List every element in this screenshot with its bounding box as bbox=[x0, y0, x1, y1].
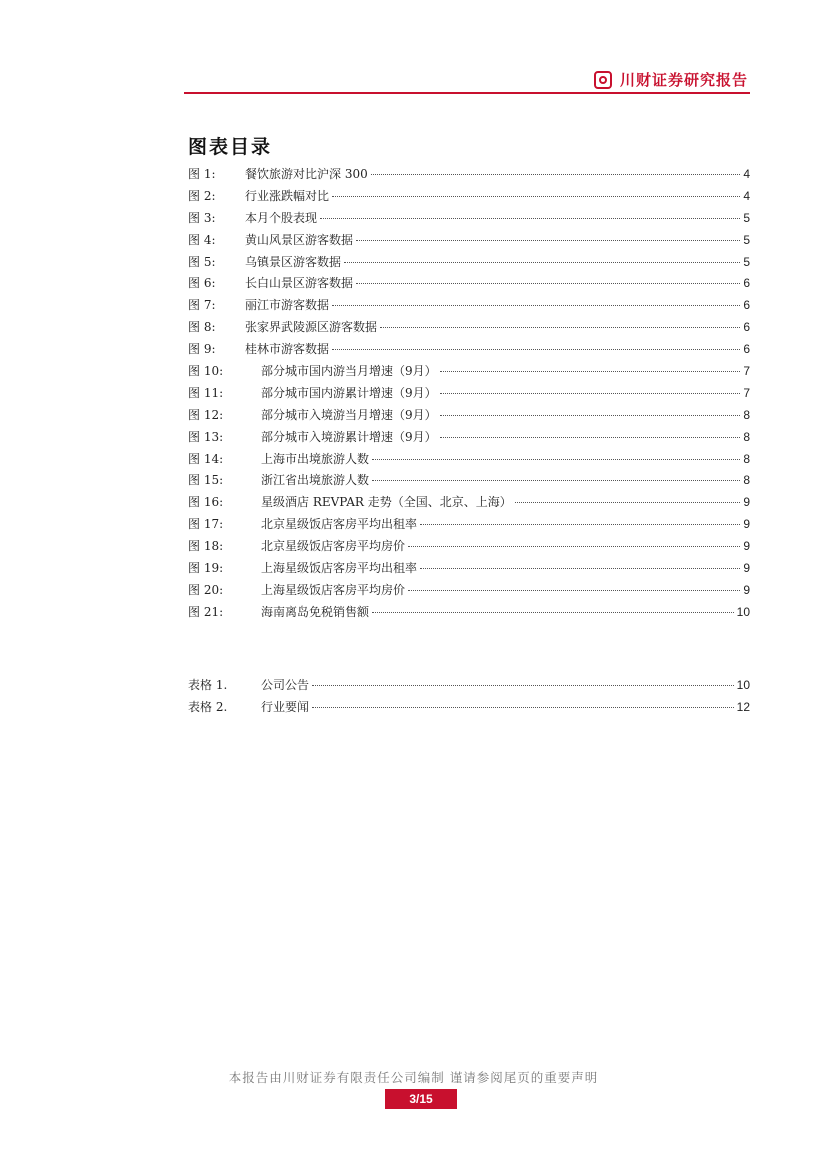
entry-page-number: 9 bbox=[743, 495, 750, 510]
entry-page-number: 9 bbox=[743, 539, 750, 554]
figure-entry[interactable] bbox=[188, 492, 750, 514]
entry-label: 图 14: bbox=[188, 451, 224, 466]
entry-label: 图 11: bbox=[188, 385, 224, 400]
figure-entry[interactable] bbox=[188, 536, 750, 558]
dot-leader bbox=[420, 524, 740, 525]
figure-entry[interactable] bbox=[188, 230, 750, 252]
entry-label: 图 15: bbox=[188, 473, 224, 488]
page-header bbox=[184, 64, 750, 94]
dot-leader bbox=[356, 283, 740, 284]
figure-entry[interactable] bbox=[188, 514, 750, 536]
entry-page-number: 10 bbox=[736, 604, 750, 619]
figure-entry[interactable] bbox=[188, 558, 750, 580]
entry-label: 图 8: bbox=[188, 320, 216, 335]
entry-label: 图 12: bbox=[188, 407, 224, 422]
figure-entry[interactable] bbox=[188, 317, 750, 339]
entry-label: 图 18: bbox=[188, 539, 224, 554]
dot-leader bbox=[440, 415, 741, 416]
entry-title: 行业要闻 bbox=[261, 699, 310, 714]
dot-leader bbox=[356, 240, 740, 241]
entry-title: 北京星级饭店客房平均房价 bbox=[261, 539, 406, 554]
entry-page-number: 4 bbox=[743, 188, 750, 203]
dot-leader bbox=[440, 437, 741, 438]
figure-entry[interactable] bbox=[188, 470, 750, 492]
dot-leader bbox=[372, 459, 740, 460]
dot-leader bbox=[420, 568, 740, 569]
dot-leader bbox=[344, 262, 740, 263]
dot-leader bbox=[380, 327, 740, 328]
entry-page-number: 6 bbox=[743, 276, 750, 291]
entry-page-number: 6 bbox=[743, 298, 750, 313]
entry-label: 图 7: bbox=[188, 298, 216, 313]
figure-entry[interactable] bbox=[188, 295, 750, 317]
figure-entry[interactable] bbox=[188, 580, 750, 602]
entry-title: 行业涨跌幅对比 bbox=[245, 188, 330, 203]
page-number-badge: 3/15 bbox=[385, 1089, 457, 1109]
entry-title: 桂林市游客数据 bbox=[245, 342, 330, 357]
entry-title: 公司公告 bbox=[261, 678, 310, 692]
entry-page-number: 7 bbox=[743, 385, 750, 400]
entry-label: 图 10: bbox=[188, 364, 224, 379]
dot-leader bbox=[332, 305, 740, 306]
entry-label: 图 20: bbox=[188, 582, 224, 597]
brand bbox=[594, 69, 748, 90]
entry-title: 乌镇景区游客数据 bbox=[245, 254, 342, 269]
entry-label: 图 16: bbox=[188, 495, 224, 510]
figure-entry[interactable] bbox=[188, 339, 750, 361]
entry-page-number: 5 bbox=[743, 254, 750, 269]
entry-title: 张家界武陵源区游客数据 bbox=[245, 320, 378, 335]
entry-page-number: 9 bbox=[743, 582, 750, 597]
entry-title: 海南离岛免税销售额 bbox=[261, 604, 370, 619]
figure-entry[interactable] bbox=[188, 186, 750, 208]
entry-title: 部分城市国内游累计增速（9月） bbox=[261, 385, 437, 400]
entry-page-number: 8 bbox=[743, 429, 750, 444]
entry-label: 表格 1. bbox=[188, 678, 228, 692]
entry-label: 图 13: bbox=[188, 429, 224, 444]
toc-title: 图表目录 bbox=[188, 136, 273, 158]
logo-icon bbox=[594, 71, 612, 89]
figure-entry[interactable] bbox=[188, 273, 750, 295]
entry-title: 星级酒店 REVPAR 走势（全国、北京、上海） bbox=[261, 495, 512, 510]
entry-title: 部分城市国内游当月增速（9月） bbox=[261, 364, 437, 379]
entry-page-number: 9 bbox=[743, 517, 750, 532]
dot-leader bbox=[372, 480, 740, 481]
entry-title: 长白山景区游客数据 bbox=[245, 276, 354, 291]
figure-entry[interactable] bbox=[188, 208, 750, 230]
entry-page-number: 4 bbox=[743, 167, 750, 181]
dot-leader bbox=[332, 349, 740, 350]
entry-page-number: 10 bbox=[736, 678, 750, 692]
entry-label: 图 17: bbox=[188, 517, 224, 532]
table-entry[interactable] bbox=[188, 675, 750, 697]
figure-entry[interactable] bbox=[188, 405, 750, 427]
entry-label: 图 6: bbox=[188, 276, 216, 291]
entry-label: 图 19: bbox=[188, 561, 224, 576]
header-rule bbox=[184, 92, 750, 94]
entry-label: 图 4: bbox=[188, 232, 216, 247]
entry-title: 上海星级饭店客房平均房价 bbox=[261, 582, 406, 597]
dot-leader bbox=[332, 196, 740, 197]
dot-leader bbox=[312, 707, 734, 708]
entry-label: 图 9: bbox=[188, 342, 216, 357]
table-list bbox=[188, 675, 750, 719]
figure-entry[interactable] bbox=[188, 252, 750, 274]
entry-title: 部分城市入境游累计增速（9月） bbox=[261, 429, 437, 444]
entry-label: 图 1: bbox=[188, 167, 216, 181]
dot-leader bbox=[440, 393, 741, 394]
entry-label: 表格 2. bbox=[188, 699, 228, 714]
table-entry[interactable] bbox=[188, 697, 750, 719]
dot-leader bbox=[408, 546, 740, 547]
entry-title: 餐饮旅游对比沪深 300 bbox=[245, 167, 368, 181]
entry-title: 黄山风景区游客数据 bbox=[245, 232, 354, 247]
entry-page-number: 9 bbox=[743, 561, 750, 576]
entry-page-number: 6 bbox=[743, 320, 750, 335]
dot-leader bbox=[515, 502, 741, 503]
entry-page-number: 7 bbox=[743, 364, 750, 379]
entry-title: 丽江市游客数据 bbox=[245, 298, 330, 313]
dot-leader bbox=[440, 371, 741, 372]
entry-title: 浙江省出境旅游人数 bbox=[261, 473, 370, 488]
dot-leader bbox=[371, 174, 741, 175]
entry-title: 上海星级饭店客房平均出租率 bbox=[261, 561, 418, 576]
entry-page-number: 5 bbox=[743, 232, 750, 247]
entry-label: 图 5: bbox=[188, 254, 216, 269]
entry-title: 本月个股表现 bbox=[245, 210, 318, 225]
footer-note: 本报告由川财证券有限责任公司编制 谨请参阅尾页的重要声明 bbox=[228, 1070, 599, 1085]
entry-page-number: 6 bbox=[743, 342, 750, 357]
dot-leader bbox=[372, 612, 734, 613]
dot-leader bbox=[312, 685, 734, 686]
brand-name: 川财证券研究报告 bbox=[619, 71, 748, 89]
entry-page-number: 8 bbox=[743, 451, 750, 466]
entry-page-number: 8 bbox=[743, 473, 750, 488]
figure-entry[interactable] bbox=[188, 383, 750, 405]
entry-page-number: 12 bbox=[736, 699, 750, 714]
figure-entry[interactable] bbox=[188, 164, 750, 186]
entry-label: 图 21: bbox=[188, 604, 224, 619]
entry-title: 北京星级饭店客房平均出租率 bbox=[261, 517, 418, 532]
figure-list bbox=[188, 164, 750, 624]
entry-page-number: 8 bbox=[743, 407, 750, 422]
figure-entry[interactable] bbox=[188, 602, 750, 624]
figure-entry[interactable] bbox=[188, 427, 750, 449]
entry-title: 上海市出境旅游人数 bbox=[261, 451, 370, 466]
entry-title: 部分城市入境游当月增速（9月） bbox=[261, 407, 437, 422]
figure-entry[interactable] bbox=[188, 361, 750, 383]
figure-entry[interactable] bbox=[188, 449, 750, 471]
dot-leader bbox=[408, 590, 740, 591]
entry-page-number: 5 bbox=[743, 210, 750, 225]
entry-label: 图 3: bbox=[188, 210, 216, 225]
dot-leader bbox=[320, 218, 740, 219]
entry-label: 图 2: bbox=[188, 188, 216, 203]
